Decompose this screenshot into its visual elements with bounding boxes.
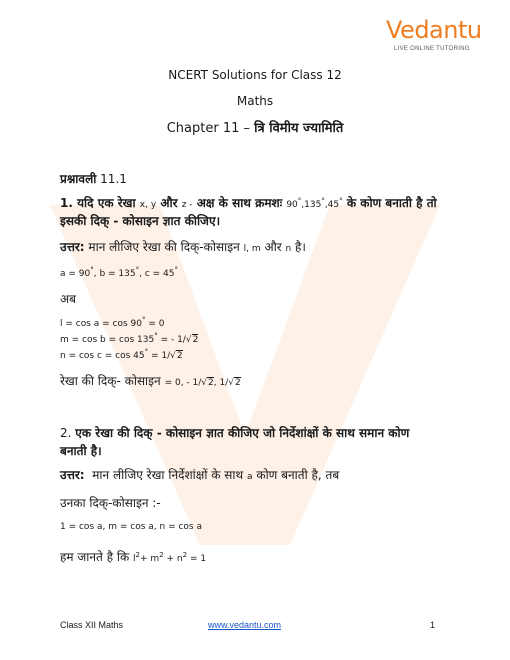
q2-know-label: हम जानते है कि xyxy=(60,550,130,564)
ab-label: अब xyxy=(60,292,77,306)
square: 2 xyxy=(135,551,141,559)
degree: ° xyxy=(174,266,179,274)
sqrt-arg: 2 xyxy=(208,378,214,388)
q1-result: रेखा की दिक्- कोसाइन = 0, - 1/√2, 1/√2 xyxy=(60,374,241,388)
vedantu-logo xyxy=(380,16,492,56)
angle-a: a = 90 xyxy=(60,269,91,279)
q2-answer-line xyxy=(60,466,339,483)
q2-l: l xyxy=(133,554,136,564)
q2-dc-line: उनका दिक्-कोसाइन :- xyxy=(60,496,161,510)
l-eq-lhs: l = cos a = cos 90 xyxy=(60,319,143,329)
chapter-prefix: Chapter 11 – xyxy=(166,121,250,136)
exercise-heading xyxy=(60,170,127,187)
degree: ° xyxy=(90,266,94,274)
q1-answer-label: उत्तर: xyxy=(60,240,85,254)
degree: ° xyxy=(144,348,149,356)
l-equation xyxy=(60,316,165,329)
footer-class-label: Class XII Maths xyxy=(60,620,124,630)
q1-answer-c: और xyxy=(264,240,282,254)
vedantu-website-link[interactable]: www.vedantu.com xyxy=(208,620,282,630)
q2-text: एक रेखा की दिक् - कोसाइन ज्ञात कीजिए जो निर्देशांक्षों के साथ समान कोण xyxy=(75,426,410,440)
q1-answer-line xyxy=(60,238,306,255)
q1-result-a: = 0, - 1/ xyxy=(164,378,202,388)
q2-equals: = 1 xyxy=(187,554,207,564)
q1-angle-3: ,45 xyxy=(324,200,340,210)
exercise-number: 11.1 xyxy=(100,172,127,186)
sqrt-arg: 2 xyxy=(176,351,183,361)
chapter-title xyxy=(0,118,510,136)
square: 2 xyxy=(182,551,188,559)
degree: ° xyxy=(297,197,302,205)
degree: ° xyxy=(154,332,158,340)
q2-n: + n xyxy=(163,554,183,564)
q1-answer-b: l, m xyxy=(243,244,261,254)
m-equation: m = cos b = cos 135° = - 1/√2 xyxy=(60,332,199,345)
q1-text-c: और xyxy=(160,196,178,210)
logo-tagline: LIVE ONLINE TUTORING xyxy=(394,46,470,52)
square: 2 xyxy=(159,551,164,559)
l-eq-rhs: = 0 xyxy=(145,319,165,329)
chapter-name: त्रि विमीय ज्यामिति xyxy=(254,121,344,136)
q1-text-i: के कोण बनाती है तो xyxy=(346,196,437,210)
q2-m: + m xyxy=(140,554,160,564)
n-equation: n = cos c = cos 45° = 1/√2 xyxy=(60,348,183,361)
q1-text-b: x, y xyxy=(139,200,157,210)
degree: ° xyxy=(339,197,343,205)
m-eq-lhs: m = cos b = cos 135 xyxy=(60,335,155,345)
q2-answer-c: कोण बनाती है, तब xyxy=(256,468,340,482)
header-line-2: Maths xyxy=(236,94,274,108)
degree: ° xyxy=(321,197,325,205)
q2-answer-b: a xyxy=(247,472,253,482)
q1-angle-2: ,135 xyxy=(301,200,322,210)
q2-answer-label: उत्तर: xyxy=(60,468,85,482)
header-line-1: NCERT Solutions for Class 12 xyxy=(168,68,342,82)
n-eq-rhs: = 1/ xyxy=(148,351,171,361)
q1-answer-a: मान लीजिए रेखा की दिक्-कोसाइन xyxy=(88,240,240,254)
q1-text-a: 1. यदि एक रेखा xyxy=(60,196,136,210)
n-eq-lhs: n = cos c = cos 45 xyxy=(60,351,145,361)
sqrt-arg: 2 xyxy=(235,378,241,388)
q2-line-1 xyxy=(60,424,409,441)
q1-line-2: इसकी दिक् - कोसाइन ज्ञात कीजिए। xyxy=(60,214,221,228)
angle-b: , b = 135 xyxy=(93,269,136,279)
q1-result-b: , 1/ xyxy=(213,378,229,388)
angle-c: , c = 45 xyxy=(139,269,175,279)
degree: ° xyxy=(142,316,146,324)
sqrt-arg: 2 xyxy=(192,335,199,345)
q2-number: 2. xyxy=(60,426,72,440)
q1-answer-e: है। xyxy=(295,240,306,254)
angles-line xyxy=(60,266,178,279)
q1-text-e: अक्ष के साथ क्रमशः xyxy=(196,196,283,210)
q2-line-2: बनाती है। xyxy=(60,444,102,458)
exercise-label: प्रश्नावली xyxy=(60,172,97,186)
q1-result-label: रेखा की दिक्- कोसाइन xyxy=(60,374,161,388)
q2-cos-line: 1 = cos a, m = cos a, n = cos a xyxy=(60,522,202,532)
degree: ° xyxy=(135,266,140,274)
page-number: 1 xyxy=(430,620,436,630)
logo-wordmark: Vedantu xyxy=(386,16,482,44)
q1-answer-d: n xyxy=(285,244,292,254)
m-eq-rhs: = - 1/ xyxy=(157,335,186,345)
q1-text-d: z - xyxy=(181,200,193,210)
q2-answer-a: मान लीजिए रेखा निर्देशांक्षों के साथ xyxy=(92,468,244,482)
q1-angle-1: 90 xyxy=(286,200,298,210)
q1-line-1 xyxy=(60,194,437,211)
q2-identity-line xyxy=(60,548,206,565)
